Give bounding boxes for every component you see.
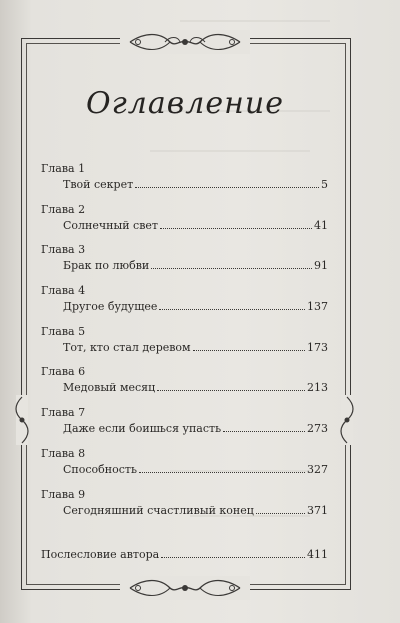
left-side-ornament (12, 395, 32, 445)
page-number: 173 (307, 340, 328, 354)
toc-entry[interactable] (41, 325, 328, 366)
page-number: 273 (307, 422, 328, 436)
chapter-title: Медовый месяц (63, 381, 156, 395)
page-title: Оглавление (86, 86, 284, 121)
page-number: 41 (314, 218, 328, 232)
dot-leader (159, 309, 305, 310)
chapter-number: Глава 4 (41, 284, 86, 298)
chapter-title: Другое будущее (63, 300, 158, 314)
dot-leader (135, 187, 319, 188)
table-of-contents (41, 162, 328, 528)
toc-entry[interactable] (41, 284, 328, 325)
bottom-flourish-ornament (120, 576, 250, 600)
chapter-number: Глава 1 (41, 162, 86, 175)
chapter-title: Тот, кто стал деревом (63, 340, 191, 354)
toc-entry[interactable] (41, 447, 328, 488)
chapter-title: Даже если боишься упасть (63, 422, 222, 436)
page-number: 213 (307, 381, 328, 395)
toc-entry[interactable] (41, 406, 328, 447)
toc-entry[interactable] (41, 365, 328, 406)
chapter-number: Глава 5 (41, 324, 86, 338)
toc-entry[interactable] (41, 203, 328, 244)
page-number: 137 (307, 300, 328, 314)
page-number: 411 (307, 548, 328, 561)
chapter-title: Твой секрет (63, 178, 134, 191)
chapter-title: Брак по любви (63, 259, 150, 273)
dot-leader (157, 390, 305, 391)
dot-leader (139, 472, 305, 473)
dot-leader (161, 557, 305, 558)
chapter-title: Способность (63, 462, 137, 476)
chapter-number: Глава 6 (41, 365, 86, 379)
right-side-ornament (337, 395, 357, 445)
dot-leader (160, 228, 312, 229)
page-number: 91 (314, 259, 328, 273)
chapter-number: Глава 3 (41, 243, 86, 257)
chapter-title: Сегодняшний счастливый конец (63, 503, 254, 517)
chapter-number: Глава 9 (41, 487, 86, 501)
bleed-through-line (180, 20, 330, 22)
dot-leader (223, 431, 305, 432)
top-flourish-ornament (120, 30, 250, 54)
toc-entry-afterword[interactable] (41, 548, 328, 561)
chapter-number: Глава 2 (41, 202, 86, 216)
chapter-number: Глава 8 (41, 446, 86, 460)
toc-entry[interactable] (41, 243, 328, 284)
chapter-title: Солнечный свет (63, 218, 159, 232)
chapter-number: Глава 7 (41, 406, 86, 420)
afterword-title: Послесловие автора (41, 548, 160, 561)
page-number: 371 (307, 503, 328, 517)
toc-entry[interactable] (41, 162, 328, 203)
toc-entry[interactable] (41, 488, 328, 529)
page-number: 5 (321, 178, 328, 191)
page-number: 327 (307, 462, 328, 476)
dot-leader (151, 268, 312, 269)
dot-leader (193, 350, 305, 351)
dot-leader (256, 513, 305, 514)
